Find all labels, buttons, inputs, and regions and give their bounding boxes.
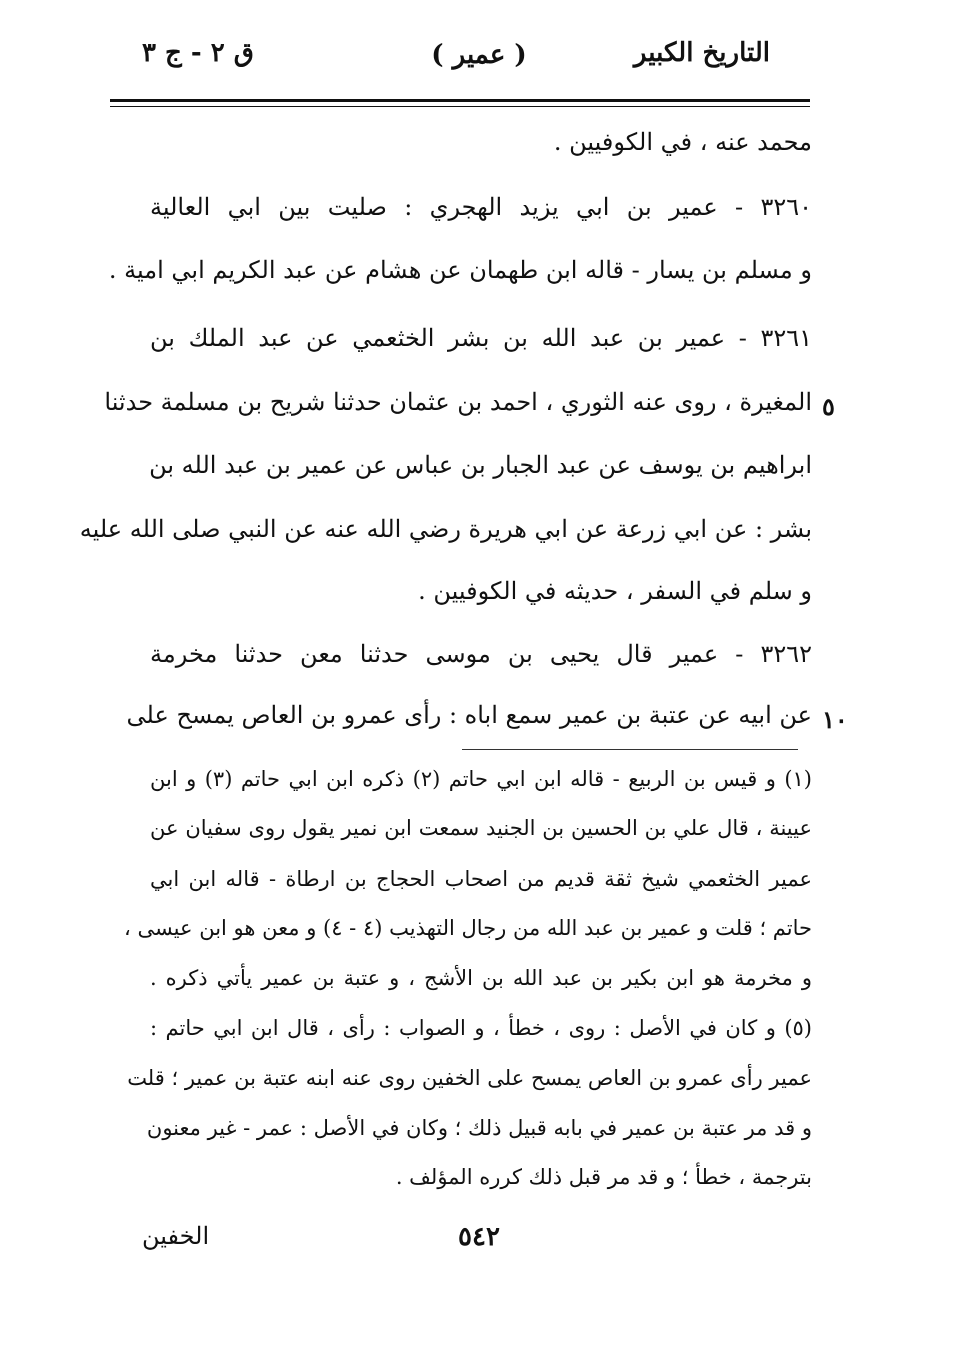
body-line: بشر : عن ابي زرعة عن ابي هريرة رضي الله عنه عن النبي صلى الله عليه: [79, 515, 812, 543]
body-line: محمد عنه ، في الكوفيين .: [553, 128, 812, 156]
body-line: و مسلم بن يسار - قاله ابن طهمان عن هشام عن عبد الكريم ابي امية .: [108, 256, 812, 284]
catchword: الخفين: [142, 1222, 210, 1250]
header-rule-thin: [110, 106, 810, 107]
body-line: ابراهيم بن يوسف عن عبد الجبار بن عباس عن عمير بن عبد الله بن: [149, 451, 812, 479]
page-number: ٥٤٢: [458, 1222, 500, 1252]
header-rule-thick: [110, 99, 810, 102]
footnote-line: عمير الخثعمي شيخ ثقة قديم من اصحاب الحجاج بن ارطاة - قاله ابن ابي: [150, 867, 812, 891]
line-number-margin: ٥: [822, 392, 835, 421]
entry-heading: ( عمير ): [431, 40, 527, 70]
footnote-line: حاتم ؛ قلت و عمير بن عبد الله من رجال التهذيب (٤ - ٤) و معن هو ابن عيسى ،: [123, 916, 812, 940]
body-line: و سلم في السفر ، حديثه في الكوفيين .: [418, 577, 812, 605]
body-line: ٣٢٦٢ - عمير قال يحيى بن موسى حدثنا معن حدثنا مخرمة: [150, 640, 812, 668]
line-number-margin: ١٠: [822, 705, 848, 734]
footnote-line: (١) و قيس بن الربيع - قاله ابن ابي حاتم (٢) ذكره ابن ابي حاتم (٣) و ابن: [150, 767, 812, 791]
footnote-line: بترجمة ، خطأ ؛ و قد مر قبل ذلك كرره المؤلف .: [395, 1165, 812, 1189]
footnote-line: و مخرمة هو ابن بكير بن عبد الله بن الأشج ، و عتبة بن عمير يأتي ذكره .: [150, 966, 812, 990]
footnote-line: عمير رأى عمرو بن العاص يمسح على الخفين روى عنه ابنه عتبة بن عمير ؛ قلت: [127, 1066, 812, 1090]
footnote-line: عيينة ، قال علي بن الحسين بن الجنيد سمعت ابن نمير يقول روى سفيان عن: [150, 816, 812, 840]
body-line: المغيرة ، روى عنه الثوري ، احمد بن عثمان حدثنا شريح بن مسلمة حدثنا: [104, 388, 812, 416]
footnote-separator: [462, 749, 798, 750]
volume-reference: ق ٢ - ج ٣: [142, 38, 254, 68]
running-title: التاريخ الكبير: [633, 38, 770, 68]
body-line: عن ابيه عن عتبة بن عمير سمع اباه : رأى عمرو بن العاص يمسح على: [126, 701, 812, 729]
footnote-line: و قد مر عتبة بن عمير في بابه قبيل ذلك ؛ وكان في الأصل : عمر - غير معنون: [146, 1116, 812, 1140]
body-line: ٣٢٦٠ - عمير بن ابي يزيد الهجري : صليت بين ابي العالية: [150, 193, 812, 221]
footnote-line: (٥) و كان في الأصل : روى ، خطأ ، و الصواب : رأى ، قال ابن ابي حاتم :: [150, 1016, 812, 1040]
body-line: ٣٢٦١ - عمير بن عبد الله بن بشر الخثعمي عن عبد الملك بن: [150, 324, 812, 352]
